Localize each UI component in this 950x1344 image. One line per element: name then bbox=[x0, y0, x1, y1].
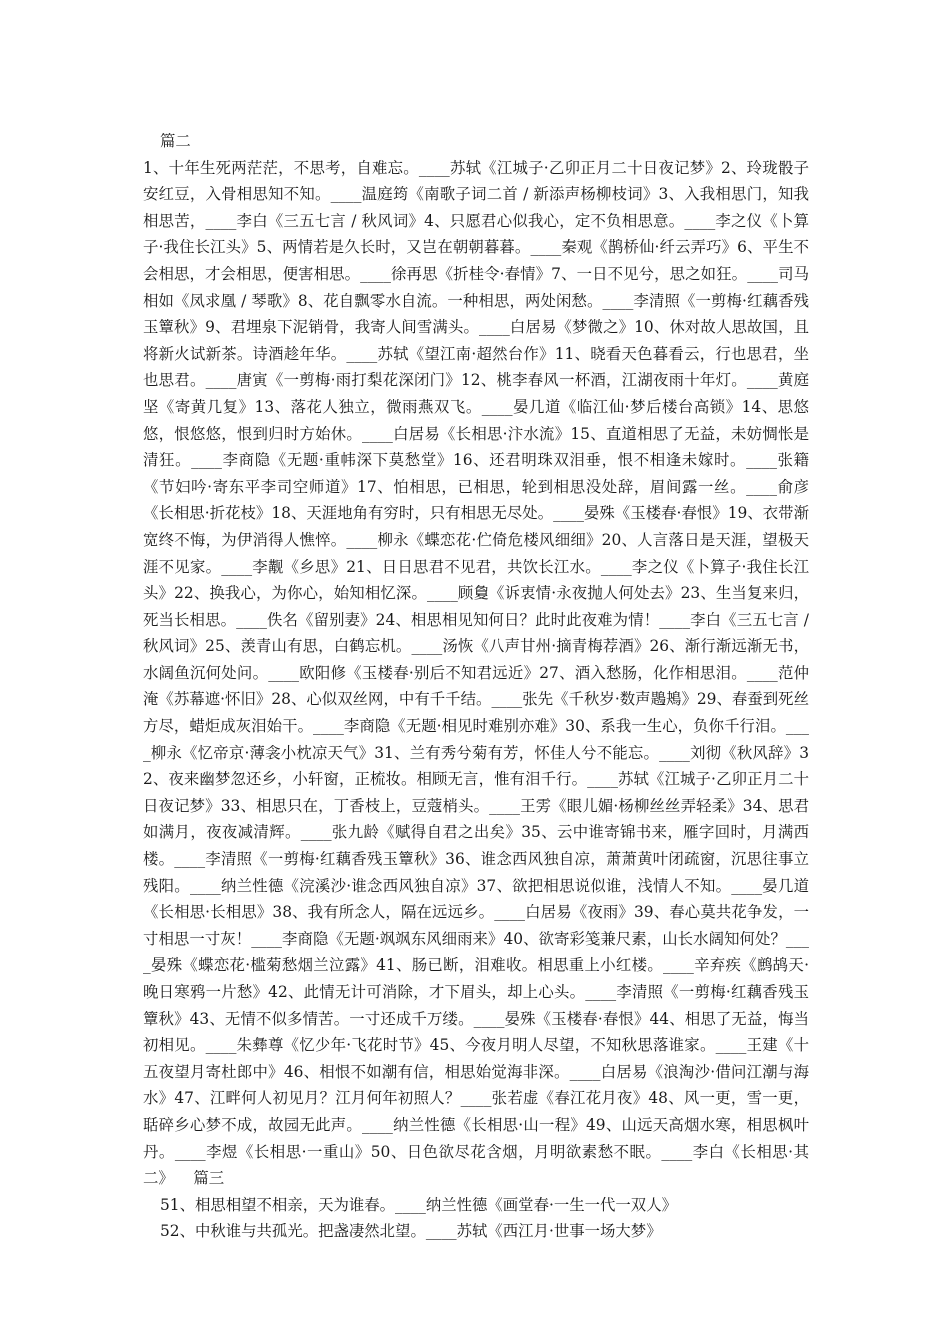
section-2-body: 1、十年生死两茫茫，不思考，自难忘。____苏轼《江城子·乙卯正月二十日夜记梦》2、玲珑骰子安红豆，入骨相思知不知。____温庭筠《南歌子词二首 / 新添声杨柳枝词》3、入我相思门，知我相思苦，____李白《三五七言 / 秋风词》4、只愿君心似我心，定不负相思意。____李之仪《卜算子·我住长江头》5、两情若是久长时，又岂在朝朝暮暮。____秦观《鹊桥仙·纤云弄巧》6、平生不会相思，才会相思，便害相思。____徐再思《折桂令·春情》7、一日不见兮，思之如狂。____司马相如《凤求凰 / 琴歌》8、花自飘零水自流。一种相思，两处闲愁。____李清照《一剪梅·红藕香残玉簟秋》9、君埋泉下泥销骨，我寄人间雪满头。____白居易《梦微之》10、休对故人思故国，且将新火试新茶。诗酒趁年华。____苏轼《望江南·超然台作》11、晓看天色暮看云，行也思君，坐也思君。____唐寅《一剪梅·雨打梨花深闭门》12、桃李春风一杯酒，江湖夜雨十年灯。____黄庭坚《寄黄几复》13、落花人独立，微雨燕双飞。____晏几道《临江仙·梦后楼台高锁》14、思悠悠，恨悠悠，恨到归时方始休。____白居易《长相思·汴水流》15、直道相思了无益，未妨惆怅是清狂。____李商隐《无题·重帏深下莫愁堂》16、还君明珠双泪垂，恨不相逢未嫁时。____张籍《节妇吟·寄东平李司空师道》17、怕相思，已相思，轮到相思没处辞，眉间露一丝。____俞彦《长相思·折花枝》18、天涯地角有穷时，只有相思无尽处。____晏殊《玉楼春·春恨》19、衣带渐宽终不悔，为伊消得人憔悴。____柳永《蝶恋花·伫倚危楼风细细》20、人言落日是天涯，望极天涯不见家。____李觏《乡思》21、日日思君不见君，共饮长江水。____李之仪《卜算子·我住长江头》22、换我心，为你心，始知相忆深。____顾敻《诉衷情·永夜抛人何处去》23、生当复来归，死当长相思。____佚名《留别妻》24、相思相见知何日？此时此夜难为情！____李白《三五七言 / 秋风词》25、羡青山有思，白鹤忘机。____汤恢《八声甘州·摘青梅荐酒》26、渐行渐远渐无书，水阔鱼沉何处问。____欧阳修《玉楼春·别后不知君远近》27、酒入愁肠，化作相思泪。____范仲淹《苏幕遮·怀旧》28、心似双丝网，中有千千结。____张先《千秋岁·数声鶗鴂》29、春蚕到死丝方尽，蜡炬成灰泪始干。____李商隐《无题·相见时难别亦难》30、系我一生心，负你千行泪。____柳永《忆帝京·薄衾小枕凉天气》31、兰有秀兮菊有芳，怀佳人兮不能忘。____刘彻《秋风辞》32、夜来幽梦忽还乡，小轩窗，正梳妆。相顾无言，惟有泪千行。____苏轼《江城子·乙卯正月二十日夜记梦》33、相思只在，丁香枝上，豆蔻梢头。____王雱《眼儿媚·杨柳丝丝弄轻柔》34、思君如满月，夜夜减清辉。____张九龄《赋得自君之出矣》35、云中谁寄锦书来，雁字回时，月满西楼。____李清照《一剪梅·红藕香残玉簟秋》36、谁念西风独自凉，萧萧黄叶闭疏窗，沉思往事立残阳。____纳兰性德《浣溪沙·谁念西风独自凉》37、欲把相思说似谁，浅情人不知。____晏几道《长相思·长相思》38、我有所念人，隔在远远乡。____白居易《夜雨》39、春心莫共花争发，一寸相思一寸灰！____李商隐《无题·飒飒东风细雨来》40、欲寄彩笺兼尺素，山长水阔知何处？____晏殊《蝶恋花·槛菊愁烟兰泣露》41、肠已断，泪难收。相思重上小红楼。____辛弃疾《鹧鸪天·晚日寒鸦一片愁》42、此情无计可消除，才下眉头，却上心头。____李清照《一剪梅·红藕香残玉簟秋》43、无情不似多情苦。一寸还成千万缕。____晏殊《玉楼春·春恨》44、相思了无益，悔当初相见。____朱彝尊《忆少年·飞花时节》45、今夜月明人尽望，不知秋思落谁家。____王建《十五夜望月寄杜郎中》46、相恨不如潮有信，相思始觉海非深。____白居易《浪淘沙·借问江潮与海水》47、江畔何人初见月？江月何年初照人？____张若虚《春江花月夜》48、风一更，雪一更，聒碎乡心梦不成，故园无此声。____纳兰性德《长相思·山一程》49、山远天高烟水寒，相思枫叶丹。____李煜《长相思·一重山》50、日色欲尽花含烟，月明欲素愁不眠。____李白《长相思·其二》 bbox=[143, 158, 809, 1188]
section-heading-3: 篇三 bbox=[193, 1169, 225, 1188]
list-item-51: 51、相思相望不相亲，天为谁春。____纳兰性德《画堂春·一生一代一双人》 bbox=[160, 1195, 677, 1214]
document-content bbox=[143, 128, 809, 1245]
section-heading-2: 篇二 bbox=[160, 132, 191, 150]
list-item-52: 52、中秋谁与共孤光。把盏凄然北望。____苏轼《西江月·世事一场大梦》 bbox=[160, 1222, 662, 1241]
